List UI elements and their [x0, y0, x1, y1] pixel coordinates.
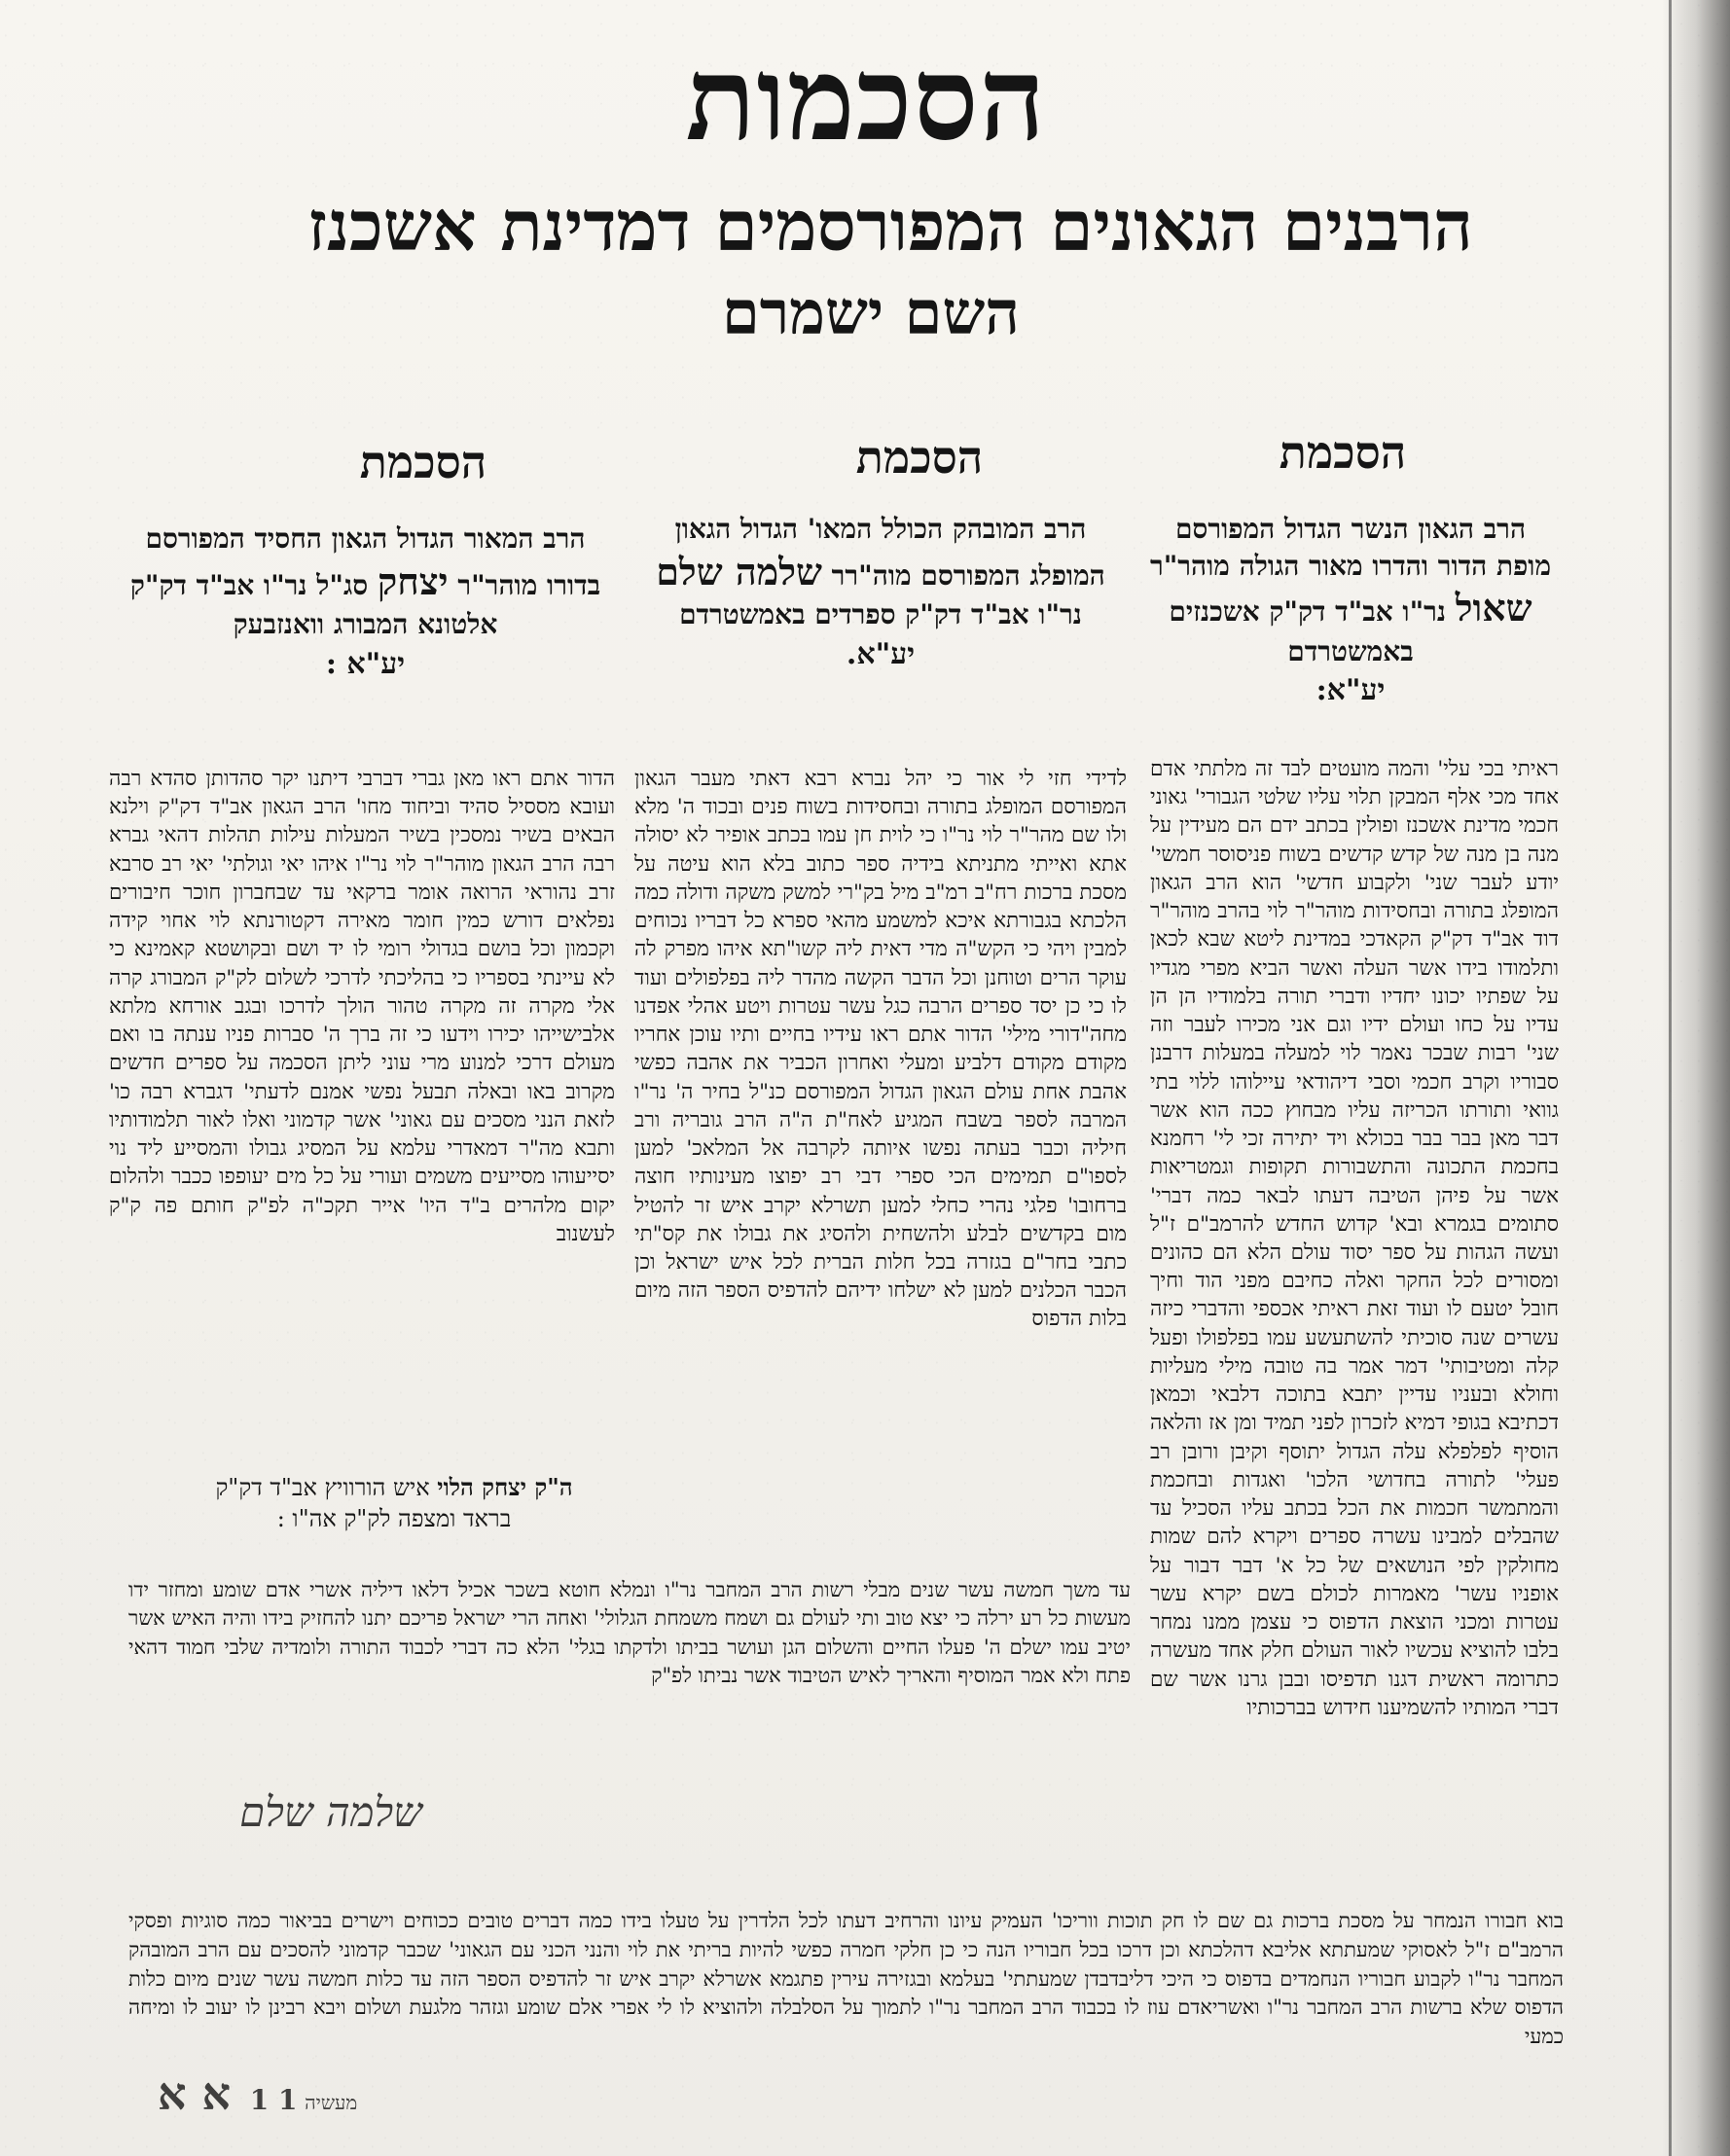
- column-body-right: ראיתי בכי עלי' והמה מועטים לבד זה מלתתי אדם אחד מכי אלף המבקן תלוי עליו שלטי הגבורי' גאוני חכמי מדינת אשכנז ופולין בכתב ידם הם מעידין על מנה בן מנה של קדש קדשים בשוח פניסוסר חמשי' יודע לעבר שני' ולקבוע חדשי' הוא הרב הגאון המופלג בתורה ובחסידות מוהר"ר לוי בהרב מוהר"ר דוד אב"ד דק"ק הקאדכי במדינת ליטא שבא לכאן ותלמודו בידו אשר העלה ואשר הביא מפרי מגדיו על שפתיו יכונו יחדיו ודברי תורה בלמודיו הן הן עדיו על כחו ועולם ידיו וגם אני מכירו לעבר וזה שני' רבות שבכר נאמר לוי למעלה במעלות דרבנן סבוריו וקרב חכמי וסבי דיהודאי עיילוהו ללוי בתי גוואי ותורתו הכריזה עליו מבחוץ ככה הוא אשר דבר מאן בבר בבר בכולא ויד יתירה זכי לי' רחמנא בחכמת התכונה והתשבורות תקופות וגמטריאות אשר על פיהן הטיבה דעתו לבאר כמה דברי' סתומים בגמרא ובא' קדוש החדש להרמב"ם ז"ל ועשה הגהות על ספר יסוד עולם הלא הם כהונים ומסורים לכל החקר ואלה כחיבם מפני הוד וחיך חובל יטעם לו ועוד זאת ראיתי אכספי והדברי כיזה עשרים שנה סוכיתי להשתעשע עמו בפלפולו ופעל קלה ומטיבותי' דמר אמר בה טובה מילי מעליות וחולא ובעניו עדיין יתבא בתוכה דלבאי וכמאן דכתיבא בגופי דמיא לזכרון לפני תמיד ומן אז והלאה הוסיף לפלפלא עלה הגדול יתוסף וקיבן ורובן רב פעלי' לתורה בחדושי הלכו' ואגדות ובחכמת והמתמשר חכמות את הכל בכתב עליו הסכיל עד שהבלים למבינו עשרה ספרים ויקרא להם שמות מחולקין לפי הנושאים של כל א' דבר דבור על אופניו עשר' מאמרות לכולם בשם יקרא עשר עטרות ומכני הוצאת הדפוס כי עצמן ממנו נמחר בלבו להוציא עכשיו לאור העולם חלק אחד מעשרה כתרומה ראשית דגנו תדפיסו ובבן גרנו אשר שם דברי המותיו להשמיענו חידוש בברכותיו: [1150, 757, 1559, 1720]
- bottom-text-block: בוא חבורו הנמחר על מסכת ברכות גם שם לו חק תוכות ווריכו' העמיק עיונו והרחיב דעתו לכל הלדרין על טעלו בידו כמה דברים טובים ככוחים וישרים בביאור כמה סוגיות ופסקי הרמב"ם ז"ל לאסוקי שמעתתא אליבא דהלכתא וכן דרכו בכל חבוריו הנה כי כן חלקי חמרה כפשי להיות בריתי את לוי והנני הכני עם הגאוני' שכבר קדמוני להסכים עם הרב המובהק המחבר נר"ו לקבוע חבוריו הנחמדים בדפוס כי היכי דליבדבדן שמעתתי' בעלמא ובגזירה עירין פתגמא אשרלא יקרב איש זר להדפיס הספר הזה עד כלות חמשה עשר שנים מיום כלות הדפוס שלא ברשות הרב המחבר נר"ו ואשריאדם עוז לו בכבוד הרב המחבר נר"ו לתמוך על הסלבלה ולהוציא לו לי אפרי אלם שומע וגזהר מלגעת ושלום ויבא רבינן לו יעוב לו ומיחה כמעי: [128, 1909, 1564, 2049]
- column-heading-middle: הסכמת: [855, 431, 984, 484]
- column-intro-right-name: שאול: [1455, 586, 1532, 630]
- column-intro-middle-name: שלמה שלם: [656, 549, 822, 593]
- column-intro-right: [1146, 511, 1555, 711]
- footer-word: מעשיה: [305, 2091, 358, 2114]
- left-signature: [165, 1472, 623, 1535]
- page-edge-shadow: [1662, 0, 1730, 2156]
- left-signature-line1-rest: איש הורוויץ אב"ד דק"ק: [215, 1474, 430, 1501]
- footer-page-letters: א א: [158, 2067, 232, 2120]
- column-intro-middle-line1: הרב המובהק הכולל המאו' הגדול הגאון המופלג המפורסם מוה"רר: [674, 513, 1105, 592]
- column-heading-left: הסכמת: [359, 436, 487, 488]
- column-intro-middle: [637, 511, 1124, 674]
- column-heading-right: הסכמת: [1279, 426, 1407, 479]
- bottom-signature: שלמה שלם: [239, 1788, 422, 1836]
- column-intro-middle-sign: יע"א.: [846, 636, 916, 671]
- main-title: הסכמות: [685, 31, 1047, 166]
- page-gutter-line: [1669, 0, 1672, 2156]
- column-intro-left-line1: הרב המאור הגדול הגאון החסיד המפורסם בדורו מוהר"ר: [145, 522, 601, 601]
- column-intro-middle-line2: נר"ו אב"ד דק"ק ספרדים באמשטרדם: [679, 598, 1082, 631]
- column-intro-left-sign: יע"א :: [325, 646, 406, 681]
- footer-marks: 1 1: [249, 2084, 298, 2116]
- left-signature-line2: בראד ומצפה לק"ק אה"ו :: [276, 1505, 512, 1533]
- column-intro-right-line2: נר"ו אב"ד דק"ק אשכנזים באמשטרדם: [1169, 595, 1447, 667]
- page-footer: [146, 2067, 739, 2120]
- column-intro-right-sign: יע"א:: [1316, 673, 1386, 708]
- column-body-middle: לדידי חזי לי אור כי יהל נברא רבא דאתי מעבר הגאון המפורסם המופלג בתורה ובחסידות בשוח פנים ובכוד ה' מלא ולו שם מהר"ר לוי נר"ו כי לוית חן עמו בכתב אופיר לא יסולה אתא ואייתי מתניתא בידיה ספר כתוב בלא הוא עיטה על מסכת ברכות רח"ב רמ"ב מיל בק"רי למשק משקה ודולה כמה הלכתא בגבורתא איכא למשמע מהאי ספרא כל דבריו נכוחים למבין ויהי כי הקש"ה מדי דאית ליה קשו"תא איהו מפרק לה עוקר הרים וטוחנן וכל הדבר הקשה מהדר ליה בפלפולים ועוד לו כי כן יסד ספרים הרבה כגל עשר עטרות ויטע אהלי אפדנו מחה"דורי מילי' הדור אתם ראו עידיו בחיים ותיו עוכן אחריו מקודם מקודם דלביע ומעלי ואחרון הכביר את אהבה כפשי אהבת אחת עולם הגאון הגדול המפורסם כנ"ל בחיר ה' נר"ו המרבה לספר בשבח המגיע לאח"ת ה"ה הרב גובריה ורב חיליה וכבר בעתה נפשו איותה לקרבה אל המלאכ' למען לספו"ם תמימים הכי ספרי דבי רב יפוצו מעינותיו חוצה ברחובו' פלגי נהרי כחלי למען תשרלא יקרב איש זר להטיל מום בקדשים לבלע ולהשחית ולהסיג את גבולו את קס"תי כתבי בחר"ם בגזרה בכל חלות הברית לכל איש ישראל וכן הכבר הכלנים למען לא ישלחו ידיהם להדפיס הספר הזה מיום בלות הדפוס: [634, 767, 1127, 1332]
- subtitle: הרבנים הגאונים המפורסמים דמדינת אשכנז: [307, 185, 1473, 267]
- subtitle-2: השם ישמרם: [722, 277, 1020, 348]
- column-intro-left-name: יצחק: [377, 558, 449, 603]
- column-intro-left: [115, 521, 616, 684]
- column-intro-right-line1: הרב הגאון הנשר הגדול המפורסם מופת הדור והדרו מאור הגולה מוהר"ר: [1149, 513, 1552, 582]
- wide-text-block: עד משך חמשה עשר שנים מבלי רשות הרב המחבר נר"ו ונמלא חוטא בשכר אכיל דלאו דיליה אשרי אדם שומע ומחזר ידו מעשות כל רע ירלה כי יצא טוב ותי לעולם גם ושמח משמחת הגלולי' ואחה הרי ישראל פריכם יתנו להחזיק בידו והיה האיש אשר יטיב עמו ישלם ה' פעלו החיים והשלום הגן ועושר בביתו ולדקתו בגלי' הלא כה דברי לכבוד התורה ולומדיה שלבי חמוד דהאי פתח ולא אמר המוסיף והאריך לאיש הטיבוד אשר נביתו לפ"ק: [128, 1578, 1131, 1688]
- left-signature-name: ה"ק יצחק הלוי: [437, 1473, 573, 1501]
- column-intro-left-line2: סג"ל נר"ו אב"ד דק"ק אלטונא המבורג וואנזבעק: [129, 568, 498, 641]
- column-body-left: הדור אתם ראו מאן גברי דברבי דיתנו יקר סהדותן סהדא רבה ועובא מססיל סהיד וביחוד מחו' הרב הגאון אב"ד דק"ק וילנא הבאים בשיר נמסכין בשיר המעלות עילות תהלות דהאי גברא רבה הרב הגאון מוהר"ר לוי נר"ו איהו יאי וגולתי' יאי רב סרבא זרב נהוראי הרואה אומר ברקאי עד שבחברון חוכר חיבורים נפלאים דורש כמין חומר מאירה דקטורנתא לוי אחוי קידה וקכמון וכל בושם בגדולי רומי לו יד ושם ובקושטא קאמינא כי לא עיינתי בספריו כי בהליכתי לדרכי לשלום לק"ק המבורג קרה אלי מקרה זה מקרה טהור הולך לדרכו ובגב אורחא מלתא אלבישייהו יכירו וידעו כי זה ברך ה' סברות פניו ענתה בו ואם מעולם דרכי למנוע מרי עוני ליתן הסכמה על ספרים חדשים מקרוב באו ובאלה תבעל נפשי אמנם לדעתי' דגברא רבה כו' לזאת הנני מסכים עם גאוני' אשר קדמוני ואלו לאור תלמודותיו ותבא מה"ר דמאדרי עלמא על המסיג גבולו והמסייע ליד נוי יסייעוהו מסייעים משמים ועורי על כל מים יעופפו ככבר ולהלום יקום מלהרים ב"ד היו' אייר תקכ"ה לפ"ק חותם פה ק"ק לעשנוב: [109, 767, 615, 1246]
